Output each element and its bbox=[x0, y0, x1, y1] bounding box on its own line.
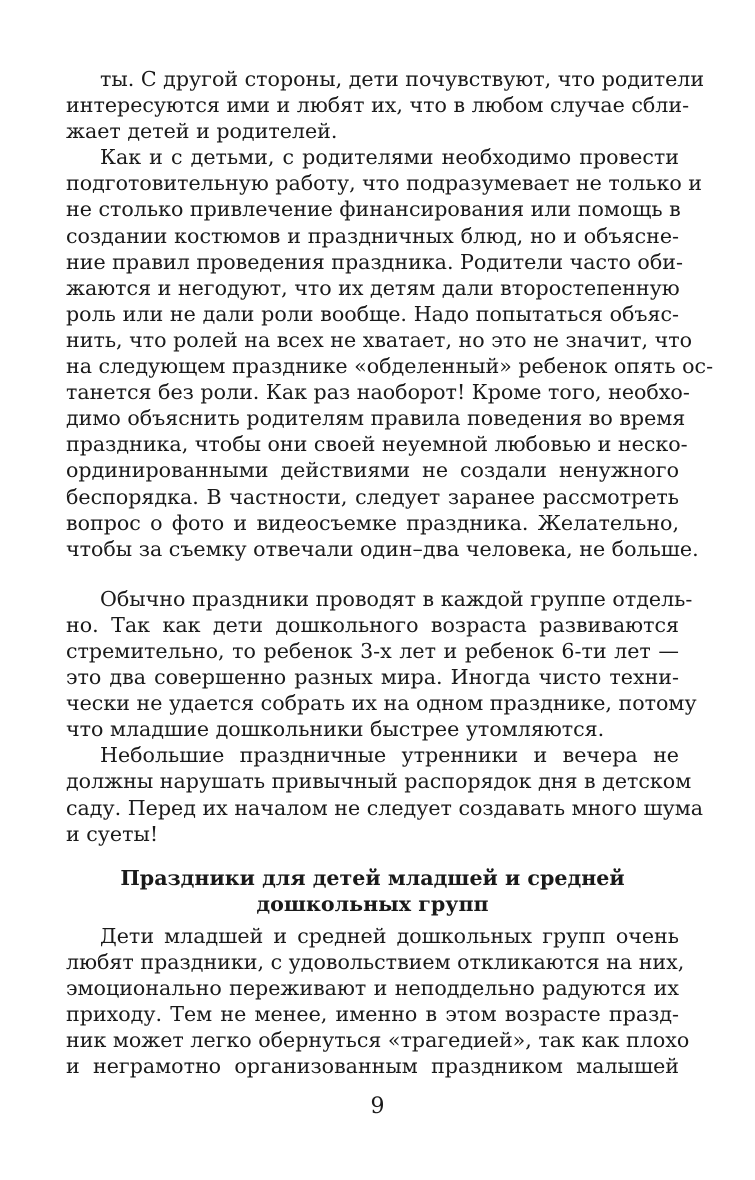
section-b bbox=[66, 586, 704, 847]
text-line: саду. Перед их началом не следует создавать много шума bbox=[66, 795, 704, 820]
text-line: беспорядка. В частности, следует заранее рассмотреть bbox=[66, 484, 679, 509]
paragraph bbox=[66, 586, 697, 743]
paragraph bbox=[66, 742, 704, 846]
text-line: на следующем празднике «обделенный» ребенок опять ос- bbox=[66, 354, 714, 379]
text-line: ник может легко обернуться «трагедией», так как плохо bbox=[66, 1028, 690, 1053]
text-line: Обычно праздники проводят в каждой группе отдель- bbox=[100, 586, 693, 611]
page-number: 9 bbox=[370, 1094, 385, 1119]
text-line: вопрос о фото и видеосъемке праздника. Желательно, bbox=[66, 510, 679, 535]
text-line: это два совершенно разных мира. Иногда чисто техни- bbox=[66, 665, 679, 690]
text-line: жаются и негодуют, что их детям дали второстепенную bbox=[66, 275, 680, 300]
text-line: роль или не дали роли вообще. Надо попытаться объяс- bbox=[66, 301, 679, 326]
text-line: нить, что ролей на всех не хватает, но это не значит, что bbox=[66, 327, 693, 352]
text-line: димо объяснить родителям правила поведения во время bbox=[66, 406, 686, 431]
heading-line-1: Праздники для детей младшей и средней bbox=[120, 865, 625, 890]
text-line: Небольшие праздничные утренники и вечера не bbox=[100, 743, 679, 768]
text-line: подготовительную работу, что подразумевает не только и bbox=[66, 171, 703, 196]
paragraph bbox=[66, 66, 705, 144]
text-line: что младшие дошкольники быстрее утомляются. bbox=[66, 717, 605, 742]
text-line: но. Так как дети дошкольного возраста развиваются bbox=[66, 612, 679, 637]
text-line: интересуются ими и любят их, что в любом случае сбли- bbox=[66, 93, 690, 118]
text-line: не столько привлечение финансирования или помощь в bbox=[66, 197, 681, 222]
text-line: и неграмотно организованным праздником малышей bbox=[66, 1054, 679, 1079]
page-body bbox=[66, 66, 714, 1079]
text-line: любят праздники, с удовольствием откликаются на них, bbox=[66, 949, 685, 974]
text-line: ты. С другой стороны, дети почувствуют, что родители bbox=[100, 67, 705, 91]
text-line: эмоционально переживают и неподдельно радуются их bbox=[66, 975, 679, 1000]
section-c bbox=[66, 923, 690, 1080]
paragraph bbox=[66, 923, 690, 1080]
paragraph bbox=[66, 144, 714, 562]
text-line: чески не удается собрать их на одном празднике, потому bbox=[66, 691, 697, 716]
text-line: стремительно, то ребенок 3-х лет и ребенок 6-ти лет — bbox=[66, 638, 679, 663]
text-line: Дети младшей и средней дошкольных групп очень bbox=[100, 923, 679, 948]
text-line: чтобы за съемку отвечали один–два человека, не больше. bbox=[66, 536, 699, 561]
text-line: ние правил проведения праздника. Родители часто оби- bbox=[66, 249, 683, 274]
text-line: должны нарушать привычный распорядок дня в детском bbox=[66, 769, 692, 794]
paragraph-gap bbox=[66, 562, 679, 586]
text-line: жает детей и родителей. bbox=[66, 119, 338, 144]
section-heading bbox=[66, 865, 679, 917]
text-line: ординированными действиями не создали ненужного bbox=[66, 458, 679, 483]
heading-line-2: дошкольных групп bbox=[256, 891, 489, 916]
text-line: танется без роли. Как раз наоборот! Кроме того, необхо- bbox=[66, 380, 690, 405]
text-line: Как и с детьми, с родителями необходимо провести bbox=[100, 145, 679, 170]
text-line: создании костюмов и праздничных блюд, но и объясне- bbox=[66, 223, 679, 248]
text-line: приходу. Тем не менее, именно в этом возрасте празд- bbox=[66, 1002, 679, 1026]
text-line: и суеты! bbox=[66, 821, 159, 846]
section-a bbox=[66, 66, 714, 562]
text-line: праздника, чтобы они своей неуемной любовью и неско- bbox=[66, 432, 688, 457]
